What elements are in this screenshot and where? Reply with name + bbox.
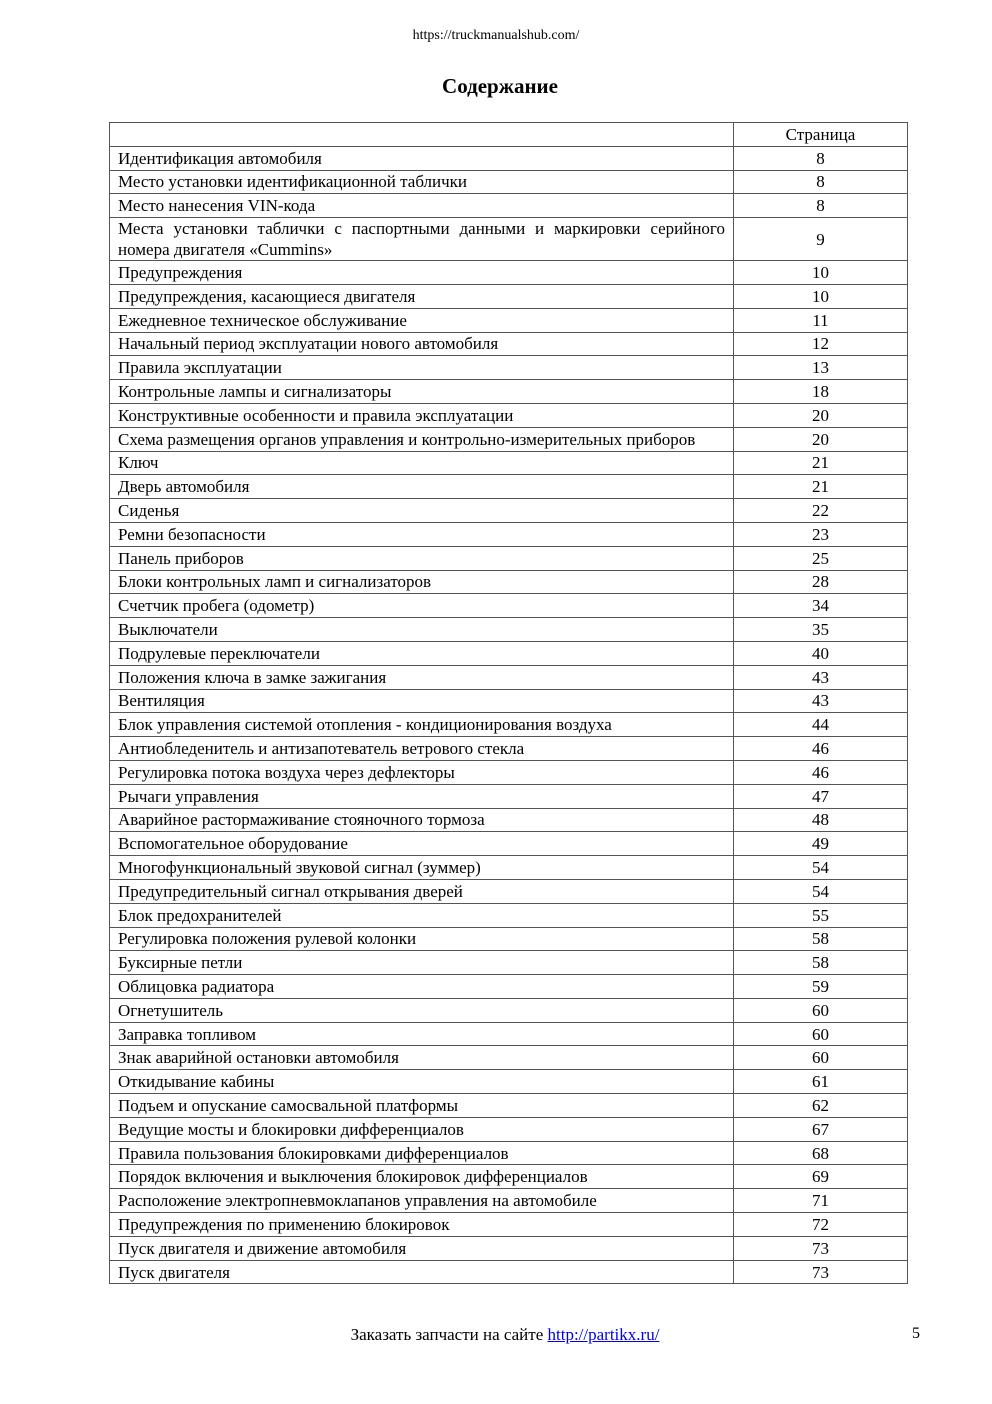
toc-entry-title: Рычаги управления xyxy=(110,784,734,808)
table-row xyxy=(110,194,908,218)
toc-entry-page: 60 xyxy=(734,1022,908,1046)
toc-entry-title: Огнетушитель xyxy=(110,998,734,1022)
toc-entry-page: 25 xyxy=(734,546,908,570)
table-row xyxy=(110,380,908,404)
table-row xyxy=(110,475,908,499)
table-row xyxy=(110,1046,908,1070)
toc-entry-title: Контрольные лампы и сигнализаторы xyxy=(110,380,734,404)
table-row xyxy=(110,879,908,903)
toc-entry-title: Предупредительный сигнал открывания дверей xyxy=(110,879,734,903)
toc-entry-title: Ежедневное техническое обслуживание xyxy=(110,308,734,332)
table-row xyxy=(110,522,908,546)
toc-entry-title: Блок управления системой отопления - кондиционирования воздуха xyxy=(110,713,734,737)
table-row xyxy=(110,170,908,194)
toc-entry-title: Знак аварийной остановки автомобиля xyxy=(110,1046,734,1070)
toc-entry-page: 60 xyxy=(734,998,908,1022)
toc-entry-title: Блоки контрольных ламп и сигнализаторов xyxy=(110,570,734,594)
toc-entry-page: 34 xyxy=(734,594,908,618)
page-number: 5 xyxy=(912,1325,920,1342)
toc-entry-page: 10 xyxy=(734,284,908,308)
toc-entry-title: Порядок включения и выключения блокировок дифференциалов xyxy=(110,1165,734,1189)
toc-entry-title: Предупреждения по применению блокировок xyxy=(110,1213,734,1237)
table-row xyxy=(110,403,908,427)
toc-entry-page: 40 xyxy=(734,641,908,665)
toc-entry-page: 72 xyxy=(734,1213,908,1237)
table-row xyxy=(110,308,908,332)
table-row xyxy=(110,1236,908,1260)
toc-entry-page: 13 xyxy=(734,356,908,380)
toc-entry-page: 44 xyxy=(734,713,908,737)
page-title: Содержание xyxy=(442,74,558,98)
table-row xyxy=(110,832,908,856)
toc-entry-title: Заправка топливом xyxy=(110,1022,734,1046)
toc-entry-title: Места установки таблички с паспортными данными и маркировки серийного номера двигателя «Cummins» xyxy=(110,218,734,261)
table-row xyxy=(110,1213,908,1237)
table-row xyxy=(110,1165,908,1189)
table-row xyxy=(110,332,908,356)
toc-entry-page: 10 xyxy=(734,261,908,285)
toc-entry-page: 23 xyxy=(734,522,908,546)
table-row xyxy=(110,1070,908,1094)
table-row xyxy=(110,1260,908,1284)
toc-entry-title: Аварийное растормаживание стояночного тормоза xyxy=(110,808,734,832)
footer xyxy=(0,1324,992,1346)
table-row xyxy=(110,499,908,523)
toc-entry-page: 46 xyxy=(734,737,908,761)
toc-entry-page: 54 xyxy=(734,879,908,903)
toc-entry-title: Пуск двигателя и движение автомобиля xyxy=(110,1236,734,1260)
toc-entry-page: 60 xyxy=(734,1046,908,1070)
toc-entry-page: 20 xyxy=(734,403,908,427)
toc-entry-title: Дверь автомобиля xyxy=(110,475,734,499)
toc-entry-page: 73 xyxy=(734,1260,908,1284)
toc-entry-title: Предупреждения xyxy=(110,261,734,285)
table-row xyxy=(110,998,908,1022)
toc-entry-page: 20 xyxy=(734,427,908,451)
toc-entry-title: Подъем и опускание самосвальной платформы xyxy=(110,1094,734,1118)
toc-entry-title: Многофункциональный звуковой сигнал (зуммер) xyxy=(110,856,734,880)
toc-entry-title: Предупреждения, касающиеся двигателя xyxy=(110,284,734,308)
toc-entry-page: 9 xyxy=(734,218,908,261)
toc-entry-page: 73 xyxy=(734,1236,908,1260)
table-row xyxy=(110,261,908,285)
table-row xyxy=(110,903,908,927)
toc-entry-page: 28 xyxy=(734,570,908,594)
toc-entry-title: Подрулевые переключатели xyxy=(110,641,734,665)
toc-entry-page: 49 xyxy=(734,832,908,856)
table-row xyxy=(110,218,908,261)
table-row xyxy=(110,1189,908,1213)
toc-entry-title: Правила пользования блокировками дифференциалов xyxy=(110,1141,734,1165)
toc-entry-page: 47 xyxy=(734,784,908,808)
table-row xyxy=(110,856,908,880)
table-row xyxy=(110,356,908,380)
toc-entry-page: 18 xyxy=(734,380,908,404)
toc-entry-title: Конструктивные особенности и правила эксплуатации xyxy=(110,403,734,427)
toc-entry-title: Ведущие мосты и блокировки дифференциалов xyxy=(110,1117,734,1141)
table-row xyxy=(110,951,908,975)
column-header-title xyxy=(110,123,734,147)
table-row xyxy=(110,784,908,808)
table-header-row xyxy=(110,123,908,147)
toc-entry-page: 59 xyxy=(734,975,908,999)
toc-entry-title: Расположение электропневмоклапанов управления на автомобиле xyxy=(110,1189,734,1213)
table-row xyxy=(110,808,908,832)
table-row xyxy=(110,760,908,784)
toc-entry-page: 48 xyxy=(734,808,908,832)
table-row xyxy=(110,146,908,170)
toc-entry-title: Блок предохранителей xyxy=(110,903,734,927)
table-row xyxy=(110,665,908,689)
toc-entry-title: Ремни безопасности xyxy=(110,522,734,546)
toc-entry-title: Сиденья xyxy=(110,499,734,523)
table-row xyxy=(110,927,908,951)
table-row xyxy=(110,570,908,594)
table-row xyxy=(110,737,908,761)
toc-entry-page: 43 xyxy=(734,689,908,713)
toc-entry-title: Место установки идентификационной таблички xyxy=(110,170,734,194)
toc-entry-title: Начальный период эксплуатации нового автомобиля xyxy=(110,332,734,356)
table-row xyxy=(110,641,908,665)
toc-entry-title: Счетчик пробега (одометр) xyxy=(110,594,734,618)
table-row xyxy=(110,546,908,570)
toc-entry-title: Положения ключа в замке зажигания xyxy=(110,665,734,689)
header-url: https://truckmanualshub.com/ xyxy=(412,28,580,43)
toc-entry-page: 71 xyxy=(734,1189,908,1213)
toc-entry-title: Вспомогательное оборудование xyxy=(110,832,734,856)
toc-entry-title: Антиобледенитель и антизапотеватель ветрового стекла xyxy=(110,737,734,761)
table-row xyxy=(110,689,908,713)
toc-entry-page: 21 xyxy=(734,451,908,475)
column-header-page: Страница xyxy=(734,123,908,147)
toc-entry-title: Буксирные петли xyxy=(110,951,734,975)
toc-entry-page: 58 xyxy=(734,927,908,951)
toc-table xyxy=(109,122,908,1284)
toc-entry-page: 62 xyxy=(734,1094,908,1118)
toc-body xyxy=(110,146,908,1284)
table-row xyxy=(110,594,908,618)
table-row xyxy=(110,713,908,737)
toc-entry-page: 46 xyxy=(734,760,908,784)
toc-entry-title: Правила эксплуатации xyxy=(110,356,734,380)
toc-entry-title: Вентиляция xyxy=(110,689,734,713)
toc-entry-page: 67 xyxy=(734,1117,908,1141)
toc-entry-page: 55 xyxy=(734,903,908,927)
toc-entry-title: Ключ xyxy=(110,451,734,475)
toc-entry-page: 58 xyxy=(734,951,908,975)
toc-entry-title: Регулировка потока воздуха через дефлекторы xyxy=(110,760,734,784)
toc-entry-title: Выключатели xyxy=(110,618,734,642)
footer-text: Заказать запчасти на сайте xyxy=(350,1325,548,1344)
table-row xyxy=(110,1117,908,1141)
table-row xyxy=(110,1094,908,1118)
table-row xyxy=(110,975,908,999)
toc-entry-page: 61 xyxy=(734,1070,908,1094)
table-row xyxy=(110,1022,908,1046)
toc-entry-page: 35 xyxy=(734,618,908,642)
toc-entry-page: 43 xyxy=(734,665,908,689)
toc-entry-title: Откидывание кабины xyxy=(110,1070,734,1094)
toc-entry-title: Идентификация автомобиля xyxy=(110,146,734,170)
table-row xyxy=(110,451,908,475)
toc-entry-page: 12 xyxy=(734,332,908,356)
table-row xyxy=(110,284,908,308)
toc-entry-page: 54 xyxy=(734,856,908,880)
toc-entry-page: 8 xyxy=(734,194,908,218)
table-row xyxy=(110,618,908,642)
table-row xyxy=(110,1141,908,1165)
toc-entry-page: 8 xyxy=(734,146,908,170)
toc-entry-title: Место нанесения VIN-кода xyxy=(110,194,734,218)
toc-entry-title: Пуск двигателя xyxy=(110,1260,734,1284)
toc-entry-title: Панель приборов xyxy=(110,546,734,570)
toc-entry-page: 22 xyxy=(734,499,908,523)
toc-entry-page: 21 xyxy=(734,475,908,499)
toc-entry-page: 69 xyxy=(734,1165,908,1189)
toc-entry-title: Регулировка положения рулевой колонки xyxy=(110,927,734,951)
toc-entry-page: 11 xyxy=(734,308,908,332)
table-row xyxy=(110,427,908,451)
toc-entry-page: 68 xyxy=(734,1141,908,1165)
toc-entry-title: Облицовка радиатора xyxy=(110,975,734,999)
toc-entry-title: Схема размещения органов управления и контрольно-измерительных приборов xyxy=(110,427,734,451)
toc-entry-page: 8 xyxy=(734,170,908,194)
footer-link[interactable]: http://partikx.ru/ xyxy=(547,1325,660,1344)
